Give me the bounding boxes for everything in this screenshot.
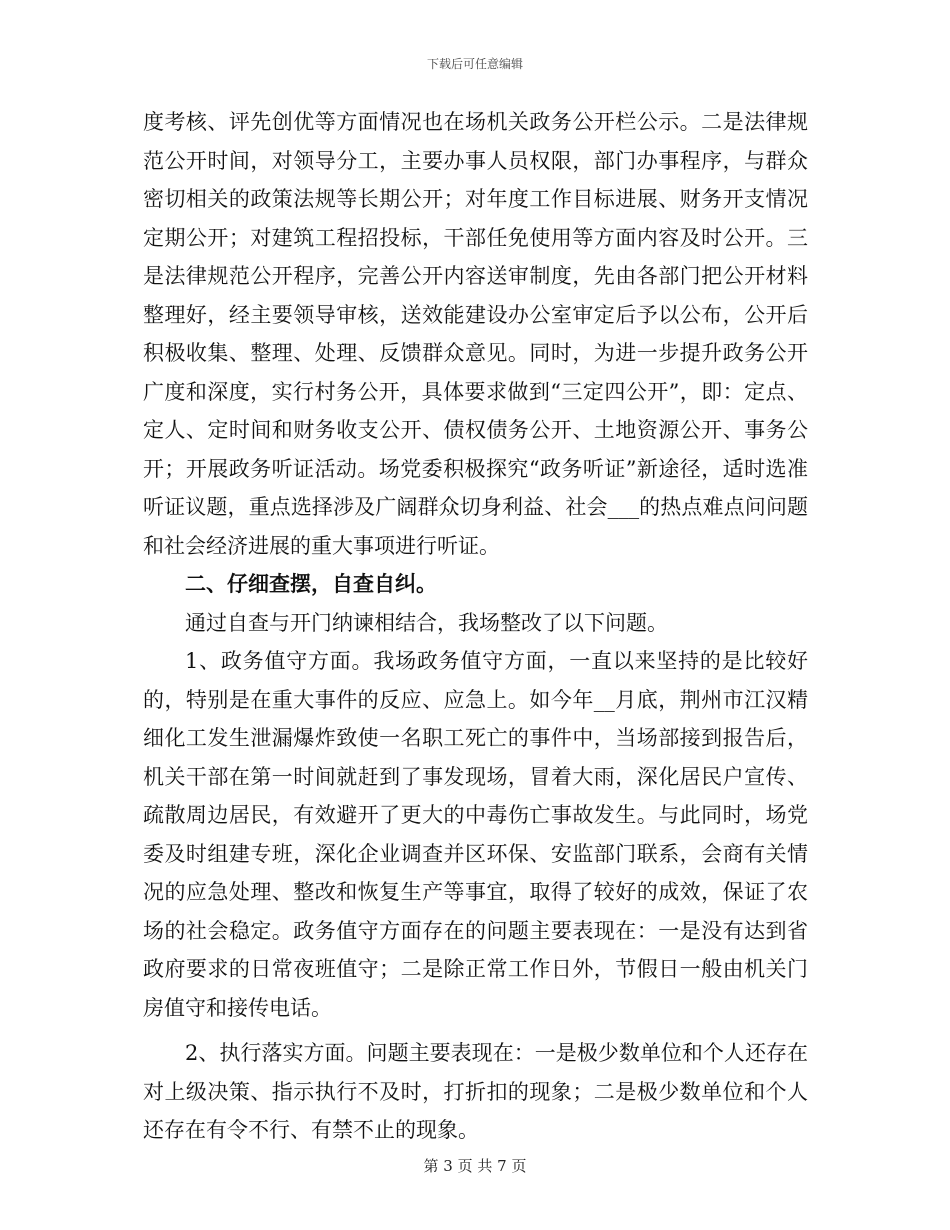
page-header: 下载后可任意编辑	[426, 57, 523, 71]
page-number: 第 3 页 共 7 页	[423, 1157, 527, 1175]
section-heading: 二、仔细查摆，自查自纠。	[185, 571, 437, 596]
paragraph-item-2: 2、执行落实方面。问题主要表现在：一是极少数单位和个人还存在对上级决策、指示执行不及时，打折扣的现象；二是极少数单位和个人还存在有令不行、有禁不止的现象。	[143, 1041, 808, 1142]
paragraph-continuation: 度考核、评先创优等方面情况也在场机关政务公开栏公示。二是法律规范公开时间，对领导分工，主要办事人员权限，部门办事程序，与群众密切相关的政策法规等长期公开；对年度工作目标进展、财务开支情况定期公开；对建筑工程招投标，干部任免使用等方面内容及时公开。三是法律规范公开程序，完善公开内容送审制度，先由各部门把公开材料整理好，经主要领导审核，送效能建设办公室审定后予以公布，公开后积极收集、整理、处理、反馈群众意见。同时，为进一步提升政务公开广度和深度，实行村务公开，具体要求做到“三定四公开”，即：定点、定人、定时间和财务收支公开、债权债务公开、土地资源公开、事务公开；开展政务听证活动。场党委积极探究“政务听证”新途径，适时选准听证议题，重点选择涉及广阔群众切身利益、社会___的热点难点问问题和社会经济进展的重大事项进行听证。	[143, 110, 808, 558]
paragraph-intro: 通过自查与开门纳谏相结合，我场整改了以下问题。	[185, 610, 668, 635]
paragraph-item-1: 1、政务值守方面。我场政务值守方面，一直以来坚持的是比较好的，特别是在重大事件的反应、应急上。如今年__月底，荆州市江汉精细化工发生泄漏爆炸致使一名职工死亡的事件中，当场部接到报告后，机关干部在第一时间就赶到了事发现场，冒着大雨，深化居民户宣传、疏散周边居民，有效避开了更大的中毒伤亡事故发生。与此同时，场党委及时组建专班，深化企业调查并区环保、安监部门联系，会商有关情况的应急处理、整改和恢复生产等事宜，取得了较好的成效，保证了农场的社会稳定。政务值守方面存在的问题主要表现在：一是没有达到省政府要求的日常夜班值守；二是除正常工作日外，节假日一般由机关门房值守和接传电话。	[143, 649, 808, 1020]
document-body	[143, 103, 808, 1150]
